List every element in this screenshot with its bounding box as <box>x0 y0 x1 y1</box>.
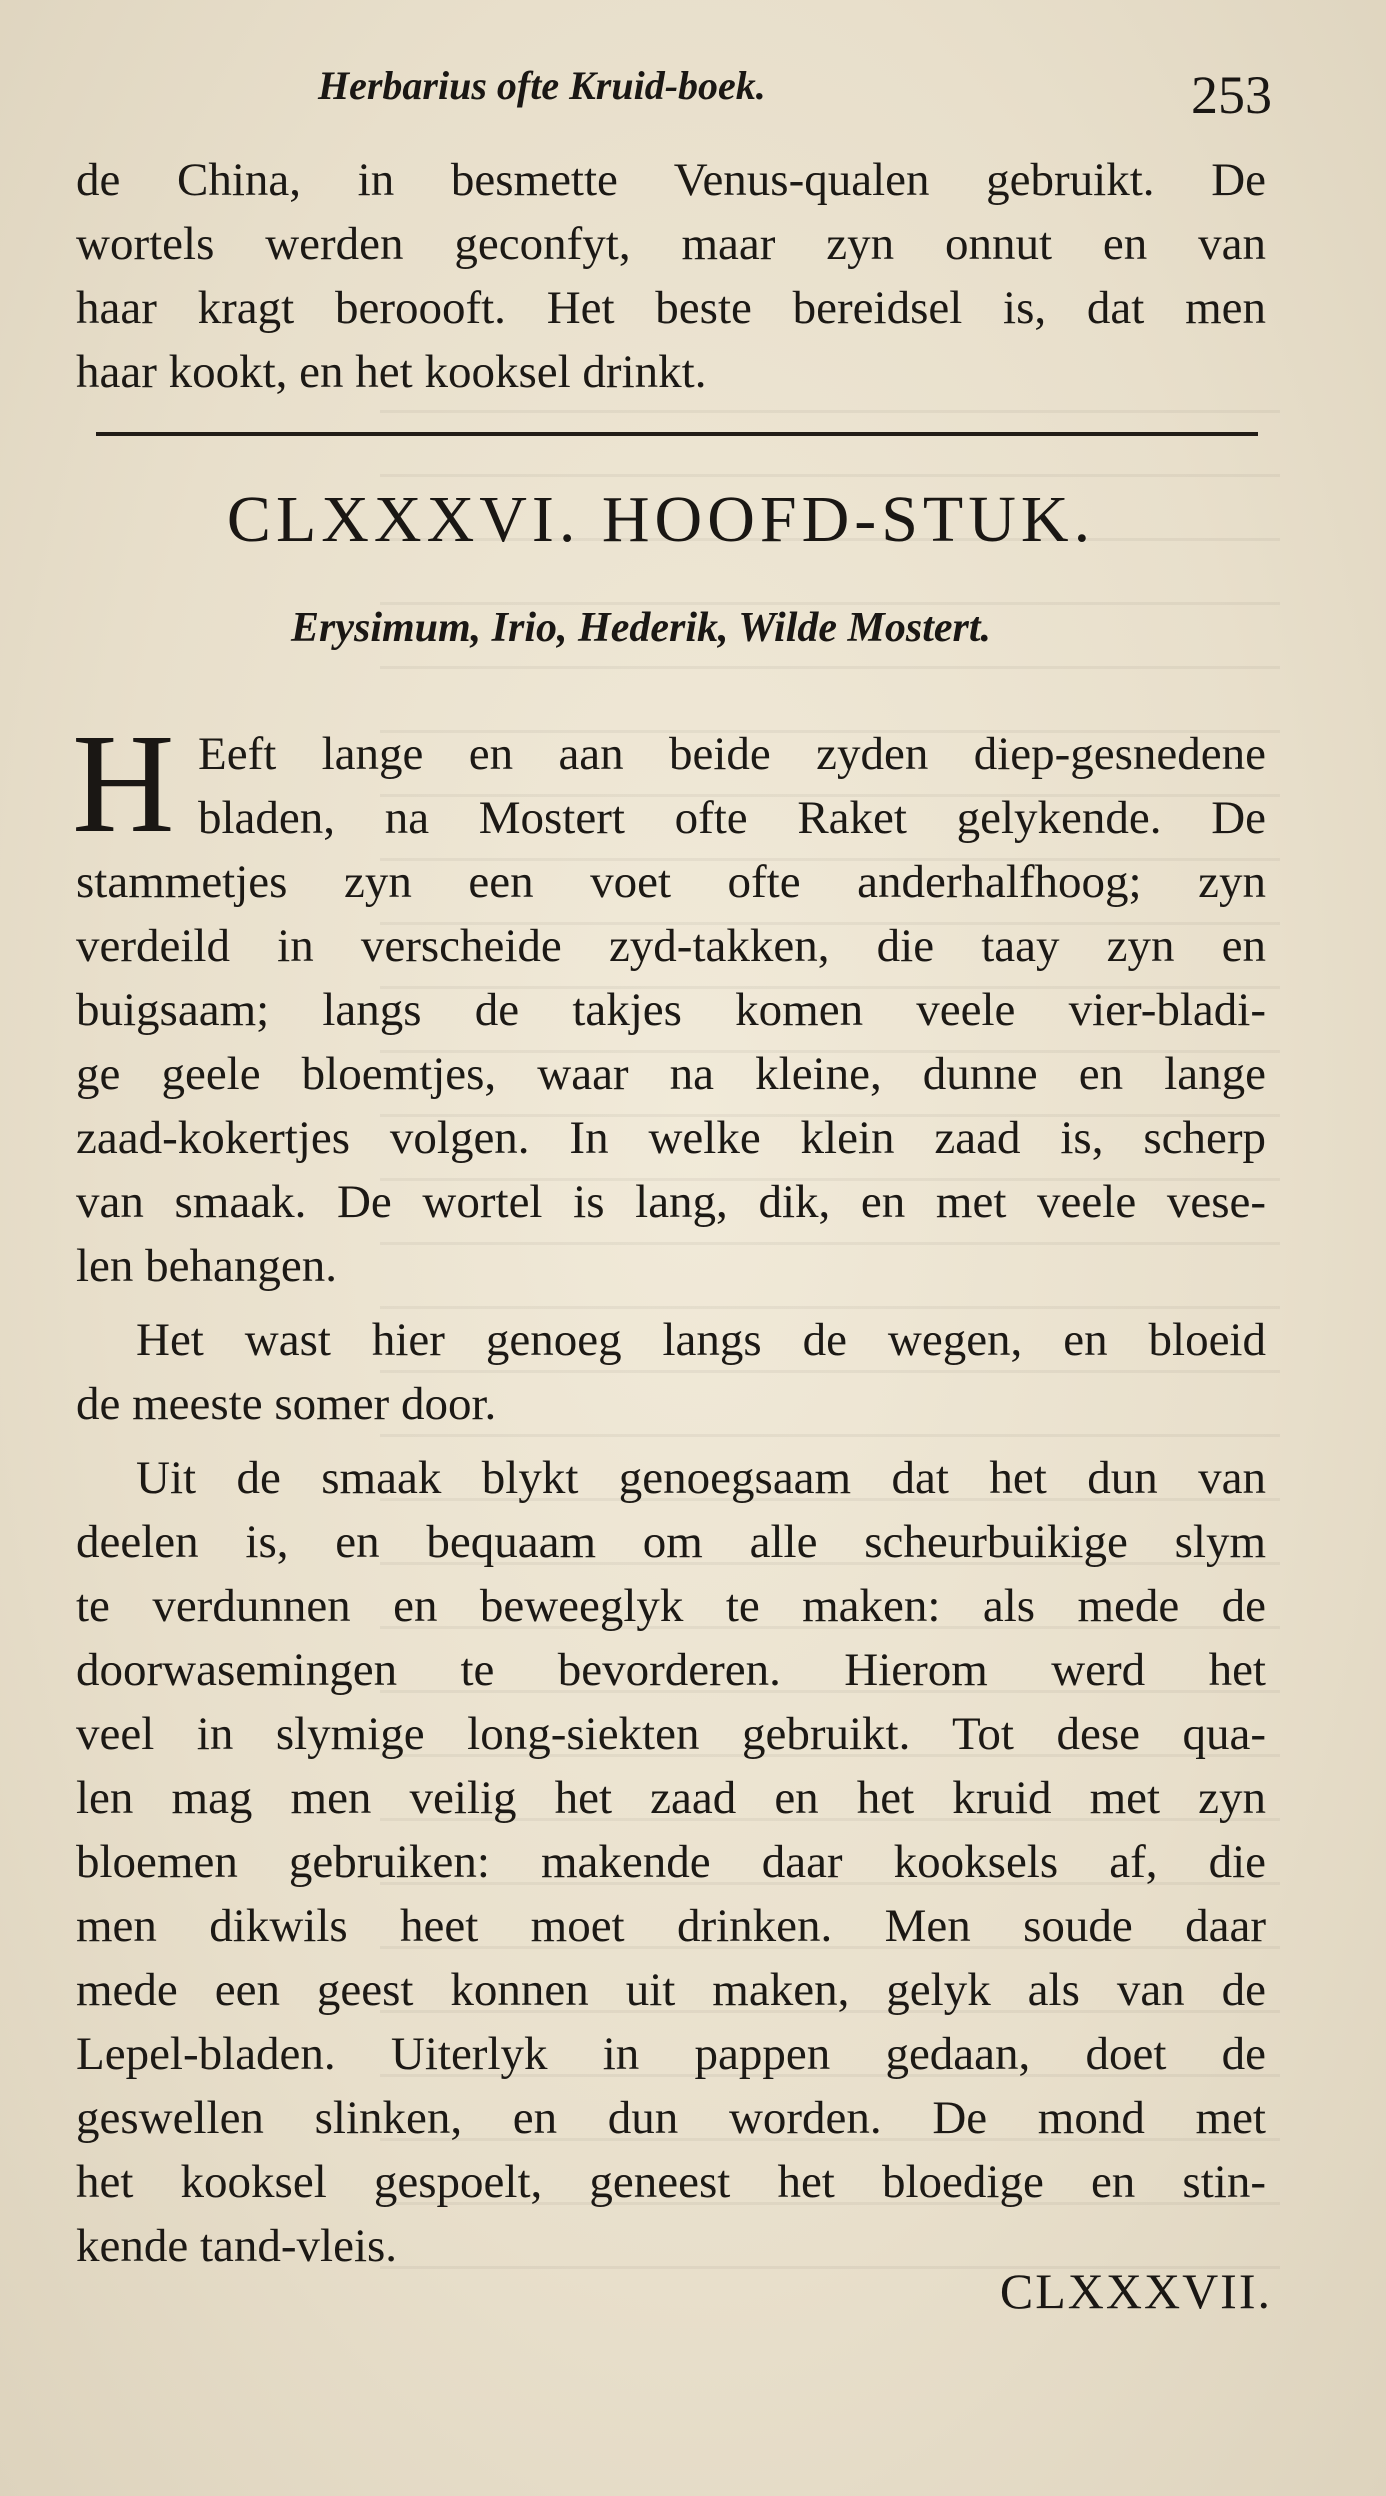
text-line: doorwasemingen te bevorderen. Hierom werd het <box>76 1644 1266 1696</box>
chapter-subtitle: Erysimum, Irio, Hederik, Wilde Mostert. <box>290 605 992 651</box>
text-line: Uit de smaak blykt genoegsaam dat het dun van <box>136 1452 1266 1504</box>
text-line: bladen, na Mostert ofte Raket gelykende. De <box>198 792 1266 844</box>
text-line: wortels werden geconfyt, maar zyn onnut en van <box>76 218 1266 270</box>
text-line: zaad-kokertjes volgen. In welke klein zaad is, scherp <box>76 1112 1266 1164</box>
drop-cap: H <box>72 704 175 862</box>
text-line: len behangen. <box>76 1240 338 1292</box>
text-line: veel in slymige long-siekten gebruikt. Tot dese qua- <box>76 1708 1266 1760</box>
text-line: de meeste somer door. <box>76 1378 497 1430</box>
text-line: het kooksel gespoelt, geneest het bloedige en stin- <box>76 2156 1266 2208</box>
text-line: Het wast hier genoeg langs de wegen, en bloeid <box>136 1314 1266 1366</box>
chapter-heading: CLXXXVI. HOOFD-STUK. <box>226 483 1096 556</box>
text-line: haar kragt beroooft. Het beste bereidsel is, dat men <box>76 282 1266 334</box>
text-line: haar kookt, en het kooksel drinkt. <box>76 346 707 398</box>
text-line: Eeft lange en aan beide zyden diep-gesnedene <box>198 728 1266 780</box>
text-line: len mag men veilig het zaad en het kruid met zyn <box>76 1772 1266 1824</box>
section-divider <box>96 432 1258 436</box>
running-title: Herbarius ofte Kruid-boek. <box>318 63 766 108</box>
page-number: 253 <box>1191 65 1272 125</box>
text-line: stammetjes zyn een voet ofte anderhalfhoog; zyn <box>76 856 1266 908</box>
catchword: CLXXXVII. <box>999 2263 1272 2319</box>
text-line: te verdunnen en beweeglyk te maken: als mede de <box>76 1580 1266 1632</box>
text-line: van smaak. De wortel is lang, dik, en met veele vese- <box>76 1176 1266 1228</box>
text-line: verdeild in verscheide zyd-takken, die taay zyn en <box>76 920 1266 972</box>
text-line: deelen is, en bequaam om alle scheurbuikige slym <box>76 1516 1266 1568</box>
text-line: bloemen gebruiken: makende daar kooksels af, die <box>76 1836 1266 1888</box>
text-line: geswellen slinken, en dun worden. De mond met <box>76 2092 1266 2144</box>
text-line: mede een geest konnen uit maken, gelyk als van de <box>76 1964 1266 2016</box>
text-line: de China, in besmette Venus-qualen gebruikt. De <box>76 154 1266 206</box>
text-line: kende tand-vleis. <box>76 2220 398 2272</box>
text-line: Lepel-bladen. Uiterlyk in pappen gedaan, doet de <box>76 2028 1266 2080</box>
text-line: buigsaam; langs de takjes komen veele vier-bladi- <box>76 984 1266 1036</box>
text-line: ge geele bloemtjes, waar na kleine, dunne en lange <box>76 1048 1266 1100</box>
text-line: men dikwils heet moet drinken. Men soude daar <box>76 1900 1266 1952</box>
